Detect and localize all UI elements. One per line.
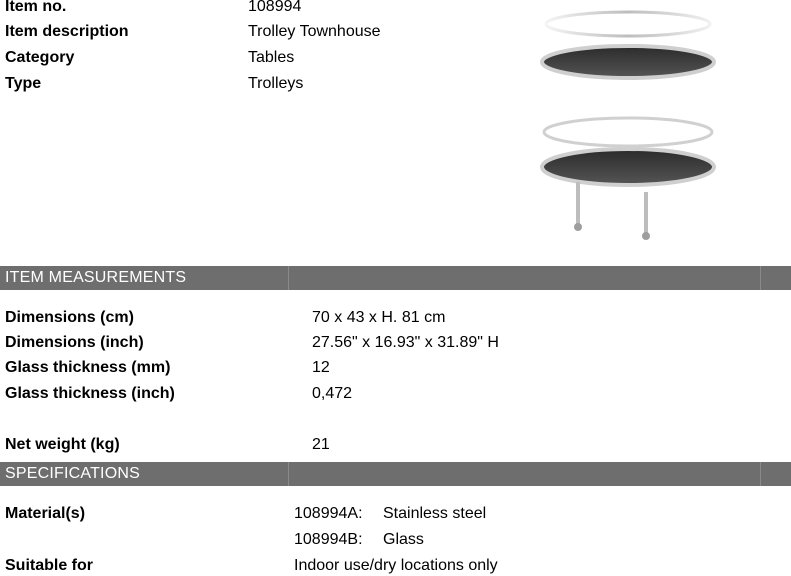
product-image — [528, 2, 728, 242]
glass-thickness-mm-label: Glass thickness (mm) — [5, 359, 171, 376]
specifications-title: SPECIFICATIONS — [5, 465, 140, 482]
net-weight-value: 21 — [312, 436, 330, 453]
material-name: Glass — [383, 531, 424, 548]
type-label: Type — [5, 75, 42, 92]
item-no-label: Item no. — [5, 0, 67, 15]
item-description-value: Trolley Townhouse — [248, 23, 381, 40]
band-divider — [760, 266, 761, 290]
dimensions-inch-label: Dimensions (inch) — [5, 334, 144, 351]
suitable-for-label: Suitable for — [5, 557, 94, 574]
band-divider — [760, 462, 761, 486]
dimensions-cm-label: Dimensions (cm) — [5, 309, 134, 326]
materials-label: Material(s) — [5, 505, 86, 522]
band-divider — [288, 462, 289, 486]
specifications-header — [0, 462, 791, 486]
suitable-for-value: Indoor use/dry locations only — [294, 557, 498, 574]
item-no-value: 108994 — [248, 0, 302, 15]
material-code: 108994B: — [294, 531, 363, 548]
item-measurements-header — [0, 266, 791, 290]
glass-thickness-mm-value: 12 — [312, 359, 330, 376]
dimensions-cm-value: 70 x 43 x H. 81 cm — [312, 309, 446, 326]
glass-thickness-inch-value: 0,472 — [312, 385, 353, 402]
band-divider — [288, 266, 289, 290]
net-weight-label: Net weight (kg) — [5, 436, 120, 453]
glass-thickness-inch-label: Glass thickness (inch) — [5, 385, 175, 402]
type-value: Trolleys — [248, 75, 304, 92]
item-measurements-title: ITEM MEASUREMENTS — [5, 269, 187, 286]
dimensions-inch-value: 27.56" x 16.93" x 31.89" H — [312, 334, 499, 351]
category-label: Category — [5, 49, 75, 66]
category-value: Tables — [248, 49, 295, 66]
material-code: 108994A: — [294, 505, 363, 522]
item-description-label: Item description — [5, 23, 129, 40]
material-name: Stainless steel — [383, 505, 487, 522]
